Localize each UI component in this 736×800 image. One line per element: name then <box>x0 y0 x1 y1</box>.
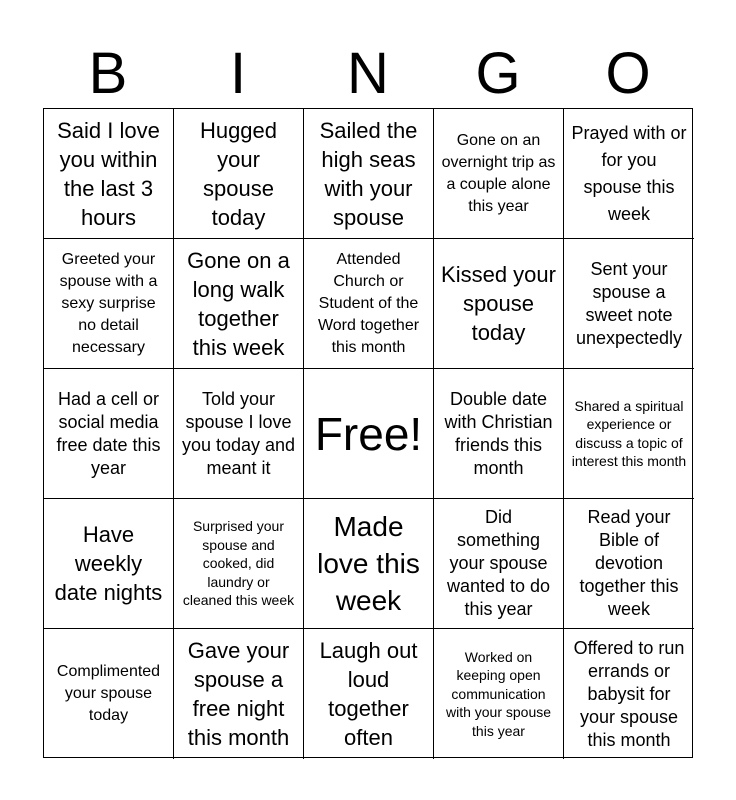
bingo-cell[interactable] <box>564 499 694 629</box>
bingo-cell[interactable] <box>44 369 174 499</box>
bingo-cell[interactable] <box>434 109 564 239</box>
header-letter-i: I <box>229 41 247 106</box>
bingo-cell[interactable] <box>304 629 434 759</box>
header-letter-b: B <box>88 41 128 106</box>
free-space-text: Free! <box>314 407 423 460</box>
bingo-cell[interactable] <box>304 499 434 629</box>
cell-text: Worked on keeping open communication with your spouse this year <box>445 648 552 739</box>
bingo-cell[interactable] <box>434 629 564 759</box>
header-letter-g: G <box>475 41 521 106</box>
cell-text: Gave your spouse a free night this month <box>187 638 290 750</box>
bingo-cell[interactable] <box>304 239 434 369</box>
cell-text: Sailed the high seas with your spouse <box>319 117 418 230</box>
bingo-cell[interactable] <box>434 369 564 499</box>
cell-text: Sent your spouse a sweet note unexpectedly <box>575 258 683 348</box>
bingo-cell[interactable] <box>174 369 304 499</box>
cell-text: Did something your spouse wanted to do this year <box>446 507 551 619</box>
bingo-cell[interactable] <box>564 369 694 499</box>
cell-text: Double date with Christian friends this month <box>444 388 553 478</box>
cell-text: Offered to run errands or babysit for your spouse this month <box>573 637 685 750</box>
cell-text: Read your Bible of devotion together this week <box>579 507 679 619</box>
bingo-cell[interactable] <box>174 499 304 629</box>
cell-text: Said I love you within the last 3 hours <box>57 117 160 230</box>
bingo-header <box>43 40 693 108</box>
bingo-cell[interactable] <box>434 239 564 369</box>
bingo-cell[interactable] <box>174 629 304 759</box>
free-space[interactable] <box>304 369 434 499</box>
cell-text: Made love this week <box>317 511 420 616</box>
cell-text: Hugged your spouse today <box>199 117 278 230</box>
bingo-board <box>43 108 693 758</box>
bingo-cell[interactable] <box>44 109 174 239</box>
bingo-cell[interactable] <box>564 629 694 759</box>
bingo-cell[interactable] <box>434 499 564 629</box>
cell-text: Complimented your spouse today <box>56 663 161 724</box>
cell-text: Surprised your spouse and cooked, did laundry or cleaned this week <box>182 518 295 609</box>
bingo-cell[interactable] <box>174 109 304 239</box>
cell-text: Gone on a long walk together this week <box>187 247 290 360</box>
bingo-cell[interactable] <box>44 499 174 629</box>
bingo-cell[interactable] <box>304 109 434 239</box>
cell-text: Told your spouse I love you today and meant it <box>181 388 296 478</box>
bingo-cell[interactable] <box>564 109 694 239</box>
cell-text: Greeted your spouse with a sexy surprise no detail necessary <box>59 250 158 356</box>
cell-text: Have weekly date nights <box>54 522 163 605</box>
bingo-cell[interactable] <box>564 239 694 369</box>
cell-text: Prayed with or for you spouse this week <box>571 122 687 224</box>
bingo-cell[interactable] <box>174 239 304 369</box>
cell-text: Laugh out loud together often <box>319 638 418 750</box>
header-letter-o: O <box>605 41 651 106</box>
cell-text: Attended Church or Student of the Word together this month <box>317 250 420 356</box>
cell-text: Had a cell or social media free date this year <box>56 388 161 478</box>
bingo-cell[interactable] <box>44 629 174 759</box>
bingo-cell[interactable] <box>44 239 174 369</box>
cell-text: Gone on an overnight trip as a couple alone this year <box>441 131 556 215</box>
header-letter-n: N <box>347 41 389 106</box>
cell-text: Shared a spiritual experience or discuss a topic of interest this month <box>571 397 687 469</box>
cell-text: Kissed your spouse today <box>441 262 556 345</box>
